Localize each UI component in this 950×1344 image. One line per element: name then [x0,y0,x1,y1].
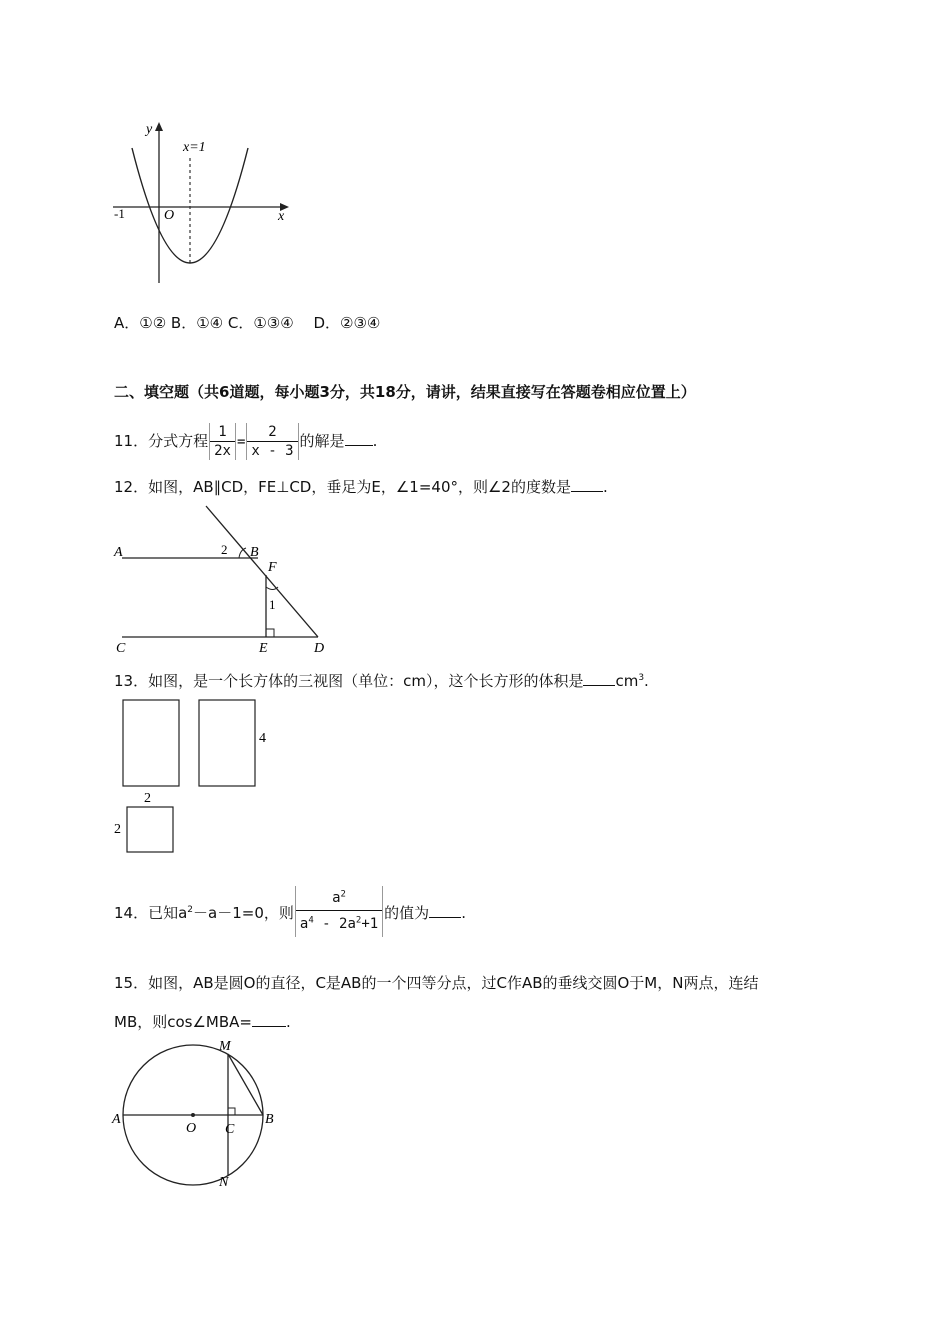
front-view [123,700,179,786]
side-view-height-label: 4 [259,731,266,746]
section-title: 二、填空题（共6道题，每小题3分，共18分，请讲，结果直接写在答题卷相应位置上） [114,383,696,401]
q13-unit: cm [615,672,639,690]
x-label: x [278,209,285,224]
q13-answer-blank[interactable] [583,671,615,686]
label-b: B [250,545,259,560]
q14-num-base: a [332,890,341,906]
top-view-width-label: 2 [144,791,151,806]
label-a: A [114,545,123,560]
q12-text: 12．如图，AB∥CD，FE⊥CD，垂足为E，∠1=40°，则∠2的度数是 [114,478,571,496]
question-13 [114,671,649,691]
symmetry-label: x=1 [183,140,206,155]
label-m: M [219,1039,231,1054]
top-view-depth-label: 2 [114,822,121,837]
q11-frac2-num: 2 [268,424,277,440]
question-15-line1: 15．如图，AB是圆O的直径，C是AB的一个四等分点，过C作AB的垂线交圆O于M，N两点，连结 [114,974,759,992]
question-11 [114,423,377,460]
circle-figure [108,1035,278,1190]
right-angle-e [266,629,274,637]
q14-denominator [296,910,382,937]
neg-one-label: -1 [114,206,125,221]
q14-fraction [295,886,383,937]
q11-frac1-num: 1 [218,424,227,440]
center-dot [191,1113,195,1117]
q14-den-b-sup: 2 [355,915,362,926]
label-c: C [116,641,126,656]
q11-answer-blank[interactable] [345,431,373,446]
question-14 [114,890,466,937]
label-c: C [225,1122,235,1137]
label-angle2: 2 [221,542,228,557]
q11-fraction-1 [209,423,236,460]
q14-mid: －a－1=0，则 [193,904,294,922]
q11-prefix: 11．分式方程 [114,432,209,450]
q13-unit-sup: 3 [638,673,645,683]
label-angle1: 1 [269,597,276,612]
q11-fraction-2 [246,423,298,460]
q14-numerator [296,886,382,910]
label-f: F [268,560,277,575]
q14-sup: 2 [187,905,194,915]
q14-end: . [461,904,466,922]
q13-end: . [644,672,649,690]
q14-suffix: 的值为 [384,904,430,922]
angle2-arc [239,548,246,558]
y-label: y [146,122,153,137]
right-angle-c [228,1108,235,1115]
label-n: N [219,1175,229,1190]
label-a: A [112,1112,121,1127]
q14-den-a: a [299,916,309,932]
q12-answer-blank[interactable] [571,477,603,492]
q14-den-c: +1 [361,916,379,932]
parabola-figure [108,118,293,288]
q15-end: . [285,1013,291,1031]
q15-answer-blank[interactable] [252,1012,286,1027]
label-o: O [186,1121,197,1136]
q15-line2-text: MB，则cos∠MBA= [114,1013,252,1031]
q11-equals: = [236,434,246,450]
transversal [206,506,318,637]
q14-den-b: - 2a [313,916,356,932]
y-axis-arrow [155,122,163,131]
q11-frac2-den: x - 3 [247,441,297,460]
three-views-figure [108,695,278,860]
label-d: D [314,641,325,656]
q14-den-a-sup: 4 [308,915,314,926]
q13-text: 13．如图，是一个长方体的三视图（单位：cm），这个长方形的体积是 [114,672,584,690]
question-15-line2 [114,1012,291,1032]
label-e: E [259,641,268,656]
q12-end: . [602,478,608,496]
q14-answer-blank[interactable] [429,903,461,918]
origin-label: O [164,208,175,223]
answer-options: A．①② B．①④ C．①③④ D．②③④ [114,314,381,332]
top-view [127,807,173,852]
q11-frac1-den: 2x [210,441,235,460]
q14-prefix: 14．已知a [114,904,188,922]
label-b: B [265,1112,274,1127]
segment-mb [228,1054,263,1115]
q14-num-sup: 2 [340,889,346,900]
q11-suffix: 的解是 [299,432,345,450]
q11-end: . [372,432,378,450]
parallel-lines-figure [108,500,338,660]
side-view [199,700,255,786]
question-12 [114,477,608,497]
